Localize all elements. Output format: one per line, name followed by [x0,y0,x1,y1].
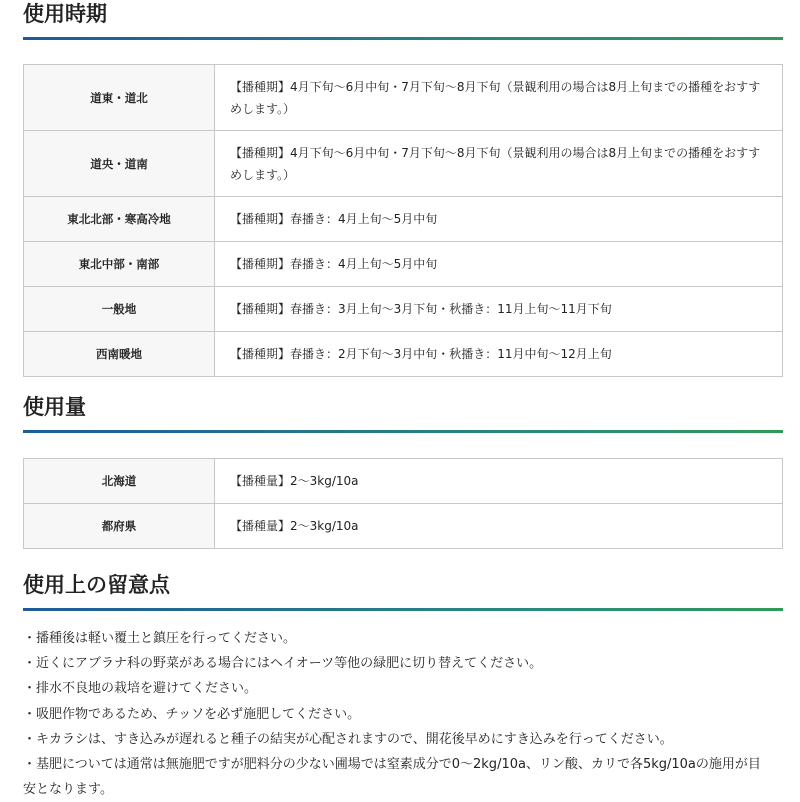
section-usage-period [23,1,783,40]
table-row [24,459,783,504]
table-row [24,287,783,332]
heading-divider [23,37,783,40]
usage-period-table [23,64,783,377]
list-item: ・近くにアブラナ科の野菜がある場合にはヘイオーツ等他の緑肥に切り替えてください。 [23,656,543,672]
region-cell: 一般地 [24,287,215,332]
table-row [24,242,783,287]
list-item: ・排水不良地の栽培を避けてください。 [23,681,258,697]
table-row [24,131,783,197]
region-cell: 道東・道北 [24,65,215,131]
section-title: 使用時期 [23,2,107,26]
section-usage-amount [23,394,783,433]
region-cell: 道央・道南 [24,131,215,197]
table-row [24,197,783,242]
region-cell: 都府県 [24,504,215,549]
usage-amount-table [23,458,783,549]
heading-divider [23,430,783,433]
region-cell: 東北北部・寒高冷地 [24,197,215,242]
precautions-list [23,626,768,802]
table-row [24,504,783,549]
region-cell: 北海道 [24,459,215,504]
section-title: 使用上の留意点 [23,573,170,597]
amount-cell: 【播種量】2～3kg/10a [215,459,783,504]
list-item: ・基肥については通常は無施肥ですが肥料分の少ない圃場では窒素成分で0～2kg/10a、リン酸、カリで各5kg/10aの施用が目安となります。 [23,757,761,798]
period-cell: 【播種期】春播き：2月下旬～3月中旬・秋播き：11月中旬～12月上旬 [215,332,783,377]
section-title: 使用量 [23,395,86,419]
heading-divider [23,608,783,611]
list-item: ・吸肥作物であるため、チッソを必ず施肥してください。 [23,706,361,722]
section-precautions [23,572,783,611]
period-cell: 【播種期】春播き：4月上旬～5月中旬 [215,197,783,242]
period-cell: 【播種期】4月下旬～6月中旬・7月下旬～8月下旬（景観利用の場合は8月上旬までの播種をおすすめします。） [215,131,783,197]
list-item: ・キカラシは、すき込みが遅れると種子の結実が心配されますので、開花後早めにすき込みを行ってください。 [23,731,673,747]
list-item: ・播種後は軽い覆土と鎮圧を行ってください。 [23,631,297,646]
period-cell: 【播種期】4月下旬～6月中旬・7月下旬～8月下旬（景観利用の場合は8月上旬までの播種をおすすめします。） [215,65,783,131]
region-cell: 西南暖地 [24,332,215,377]
period-cell: 【播種期】春播き：3月上旬～3月下旬・秋播き：11月上旬～11月下旬 [215,287,783,332]
table-row [24,332,783,377]
period-cell: 【播種期】春播き：4月上旬～5月中旬 [215,242,783,287]
region-cell: 東北中部・南部 [24,242,215,287]
amount-cell: 【播種量】2～3kg/10a [215,504,783,549]
table-row [24,65,783,131]
